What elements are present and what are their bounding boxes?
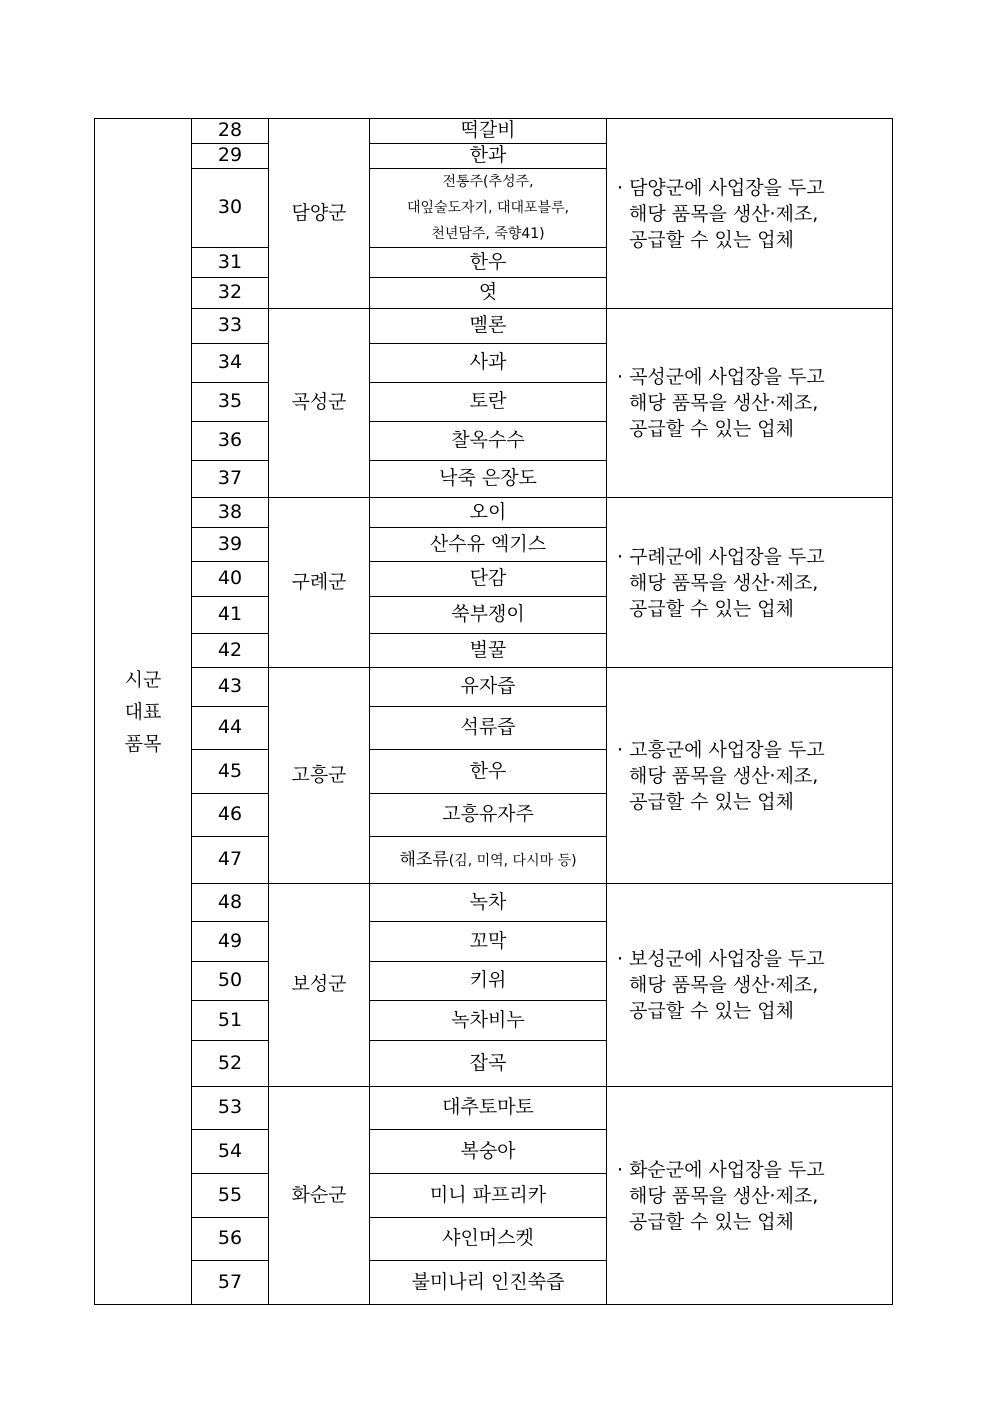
item-number: 40 bbox=[192, 562, 269, 597]
table-row bbox=[95, 498, 893, 528]
item-number: 44 bbox=[192, 707, 269, 750]
item-name: 잡곡 bbox=[370, 1041, 607, 1087]
product-table bbox=[94, 118, 893, 1305]
table-row bbox=[95, 1087, 893, 1130]
item-number: 51 bbox=[192, 1001, 269, 1041]
item-name: 한우 bbox=[370, 750, 607, 794]
condition-line: 해당 품목을 생산·제조, bbox=[629, 974, 819, 996]
item-name bbox=[370, 837, 607, 884]
item-number: 28 bbox=[192, 119, 269, 144]
item-name: 낙죽 은장도 bbox=[370, 461, 607, 498]
item-name: 벌꿀 bbox=[370, 634, 607, 668]
item-name: 석류즙 bbox=[370, 707, 607, 750]
item-number: 29 bbox=[192, 144, 269, 169]
eligibility-condition bbox=[607, 498, 893, 668]
category-label: 품목 bbox=[124, 732, 162, 755]
category-label: 대표 bbox=[124, 700, 162, 723]
item-name-line: 전통주(추성주, bbox=[442, 174, 534, 190]
region-name: 곡성군 bbox=[269, 309, 370, 498]
eligibility-condition bbox=[607, 119, 893, 309]
condition-line: 공급할 수 있는 업체 bbox=[629, 790, 794, 813]
item-name-line: 천년담주, 죽향41) bbox=[431, 226, 545, 242]
item-number: 31 bbox=[192, 248, 269, 278]
item-number: 33 bbox=[192, 309, 269, 344]
eligibility-condition bbox=[607, 884, 893, 1087]
condition-line: 공급할 수 있는 업체 bbox=[629, 597, 794, 620]
eligibility-condition bbox=[607, 668, 893, 884]
item-name-main: 해조류 bbox=[399, 850, 449, 871]
region-name: 고흥군 bbox=[269, 668, 370, 884]
item-name: 산수유 엑기스 bbox=[370, 528, 607, 562]
item-name: 단감 bbox=[370, 562, 607, 597]
item-name: 복숭아 bbox=[370, 1130, 607, 1174]
item-name: 녹차 bbox=[370, 884, 607, 922]
item-name: 사과 bbox=[370, 344, 607, 383]
condition-line: · 담양군에 사업장을 두고 bbox=[617, 176, 825, 199]
region-name: 구례군 bbox=[269, 498, 370, 668]
item-number: 36 bbox=[192, 422, 269, 461]
item-number: 37 bbox=[192, 461, 269, 498]
condition-line: 공급할 수 있는 업체 bbox=[629, 1000, 794, 1022]
item-number: 48 bbox=[192, 884, 269, 922]
item-name: 키위 bbox=[370, 962, 607, 1001]
item-number: 41 bbox=[192, 597, 269, 634]
product-table-body bbox=[95, 119, 893, 1305]
item-number: 32 bbox=[192, 278, 269, 309]
table-row bbox=[95, 884, 893, 922]
region-name: 보성군 bbox=[269, 884, 370, 1087]
item-name: 찰옥수수 bbox=[370, 422, 607, 461]
item-name: 불미나리 인진쑥즙 bbox=[370, 1261, 607, 1305]
item-number: 49 bbox=[192, 922, 269, 962]
condition-line: 해당 품목을 생산·제조, bbox=[629, 571, 819, 594]
eligibility-condition bbox=[607, 309, 893, 498]
condition-line: 해당 품목을 생산·제조, bbox=[629, 764, 819, 787]
item-name: 샤인머스켓 bbox=[370, 1218, 607, 1261]
eligibility-condition bbox=[607, 1087, 893, 1305]
item-name: 엿 bbox=[370, 278, 607, 309]
condition-line: · 고흥군에 사업장을 두고 bbox=[617, 738, 825, 761]
condition-line: 공급할 수 있는 업체 bbox=[629, 1210, 794, 1233]
item-name: 떡갈비 bbox=[370, 119, 607, 144]
item-number: 53 bbox=[192, 1087, 269, 1130]
item-name: 멜론 bbox=[370, 309, 607, 344]
item-number: 38 bbox=[192, 498, 269, 528]
item-name bbox=[370, 169, 607, 248]
item-number: 34 bbox=[192, 344, 269, 383]
table-row bbox=[95, 309, 893, 344]
region-name: 담양군 bbox=[269, 119, 370, 309]
condition-line: 해당 품목을 생산·제조, bbox=[629, 392, 819, 414]
condition-line: 해당 품목을 생산·제조, bbox=[629, 1184, 819, 1207]
item-number: 57 bbox=[192, 1261, 269, 1305]
item-number: 50 bbox=[192, 962, 269, 1001]
condition-line: 해당 품목을 생산·제조, bbox=[629, 202, 819, 225]
item-name: 오이 bbox=[370, 498, 607, 528]
item-number: 39 bbox=[192, 528, 269, 562]
item-number: 54 bbox=[192, 1130, 269, 1174]
item-name: 한과 bbox=[370, 144, 607, 169]
item-name: 대추토마토 bbox=[370, 1087, 607, 1130]
item-number: 43 bbox=[192, 668, 269, 707]
item-name: 한우 bbox=[370, 248, 607, 278]
condition-line: · 보성군에 사업장을 두고 bbox=[617, 948, 825, 970]
item-name: 녹차비누 bbox=[370, 1001, 607, 1041]
item-name-note: (김, 미역, 다시마 등) bbox=[448, 853, 577, 870]
condition-line: 공급할 수 있는 업체 bbox=[629, 418, 794, 440]
table-row bbox=[95, 668, 893, 707]
item-number: 30 bbox=[192, 169, 269, 248]
item-number: 47 bbox=[192, 837, 269, 884]
item-name: 고흥유자주 bbox=[370, 794, 607, 837]
condition-line: 공급할 수 있는 업체 bbox=[629, 228, 794, 251]
item-name: 토란 bbox=[370, 383, 607, 422]
item-number: 56 bbox=[192, 1218, 269, 1261]
region-name: 화순군 bbox=[269, 1087, 370, 1305]
category-cell bbox=[95, 119, 192, 1305]
item-name: 미니 파프리카 bbox=[370, 1174, 607, 1218]
condition-line: · 구례군에 사업장을 두고 bbox=[617, 545, 825, 568]
item-number: 52 bbox=[192, 1041, 269, 1087]
item-name: 유자즙 bbox=[370, 668, 607, 707]
item-name: 꼬막 bbox=[370, 922, 607, 962]
item-name-line: 대잎술도자기, 대대포블루, bbox=[406, 200, 570, 216]
table-row bbox=[95, 119, 893, 144]
category-label: 시군 bbox=[124, 668, 162, 691]
condition-line: · 화순군에 사업장을 두고 bbox=[617, 1158, 825, 1181]
item-name: 쑥부쟁이 bbox=[370, 597, 607, 634]
condition-line: · 곡성군에 사업장을 두고 bbox=[617, 366, 825, 388]
item-number: 42 bbox=[192, 634, 269, 668]
item-number: 46 bbox=[192, 794, 269, 837]
item-number: 35 bbox=[192, 383, 269, 422]
item-number: 55 bbox=[192, 1174, 269, 1218]
item-number: 45 bbox=[192, 750, 269, 794]
